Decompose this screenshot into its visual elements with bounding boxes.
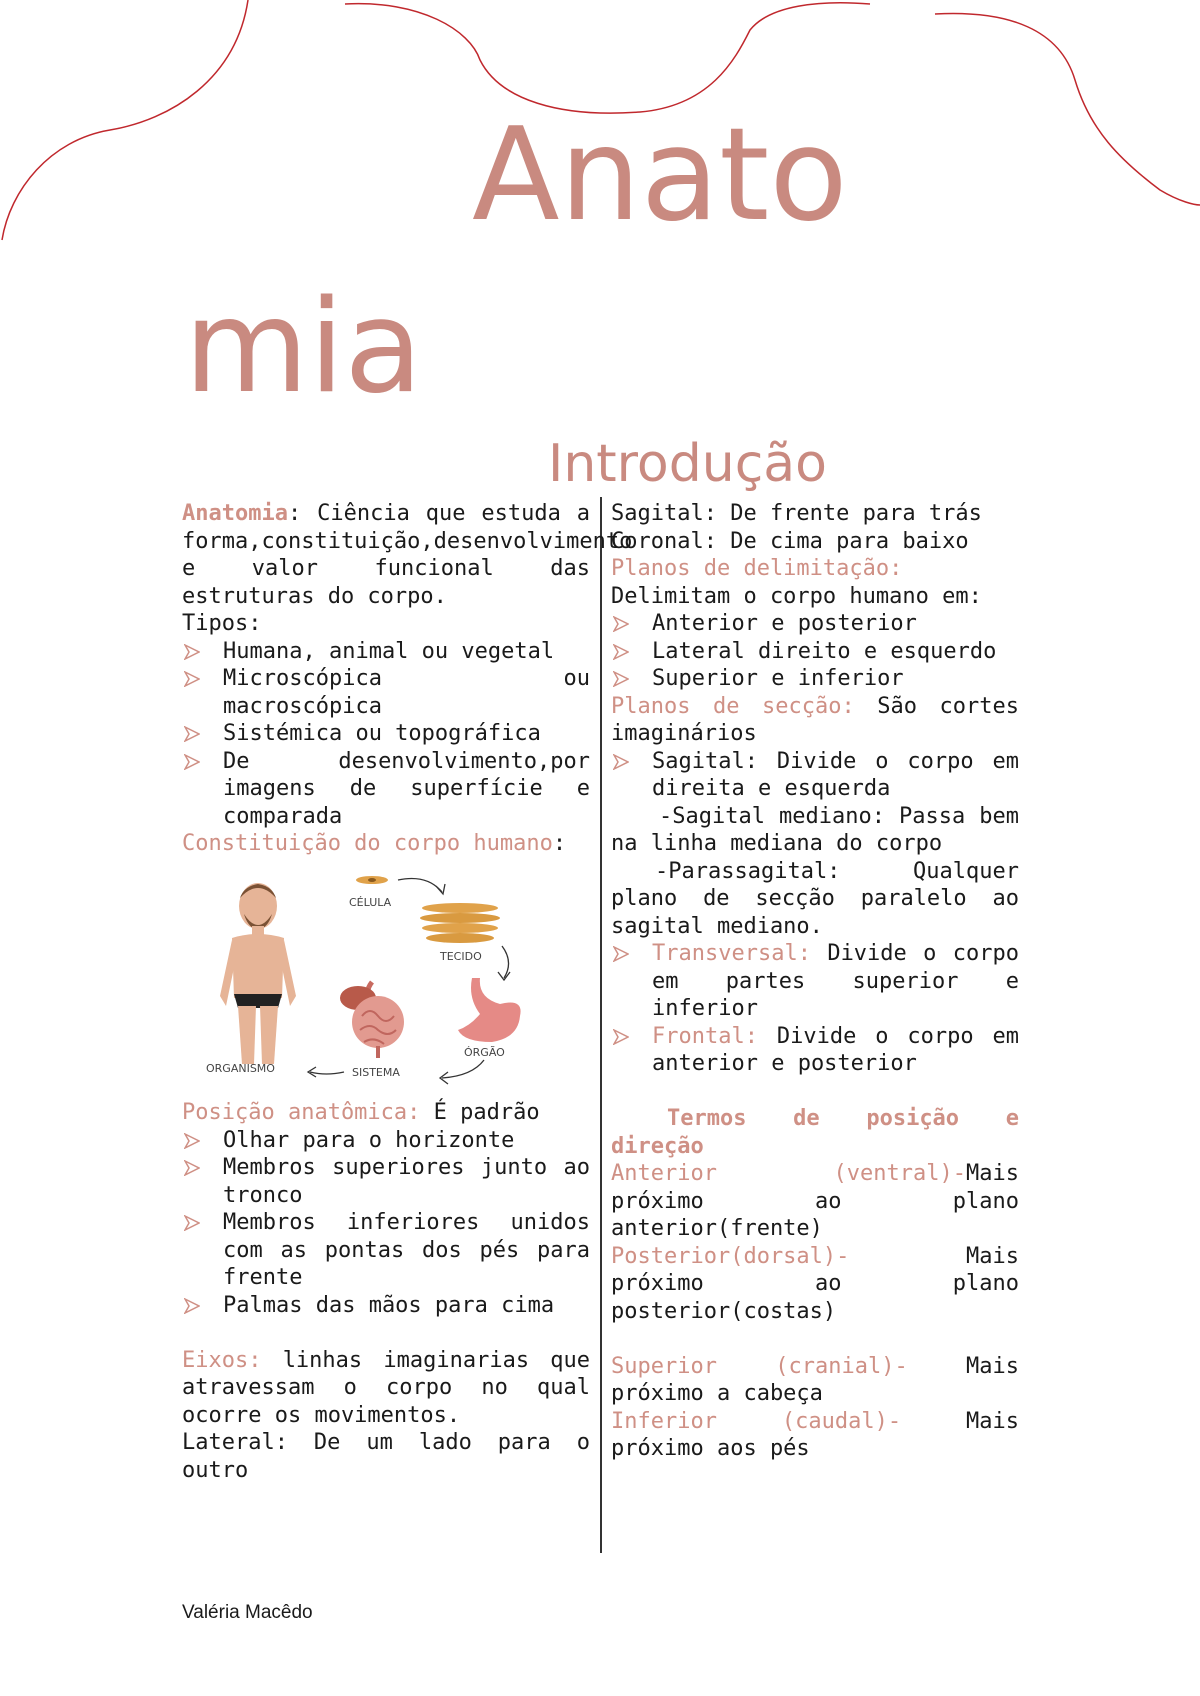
list-item	[182, 748, 590, 831]
section-subtitle: Introdução	[548, 434, 827, 494]
list-item-text: Sagital: Divide o corpo em direita e esquerda	[652, 748, 1019, 801]
figure-label-celula: CÉLULA	[349, 895, 392, 909]
stomach-organ-icon	[458, 978, 521, 1042]
arrow-bullet-icon	[184, 1160, 200, 1176]
figure-label-tecido: TECIDO	[440, 949, 482, 963]
lateral-paragraph: Lateral: De um lado para o outro	[182, 1430, 590, 1483]
posterior-term	[611, 1243, 1019, 1326]
cell-icon	[356, 876, 388, 884]
list-item	[611, 638, 1019, 666]
list-item-text: Membros inferiores unidos com as pontas dos pés para frente	[223, 1210, 590, 1290]
anatomia-definition	[182, 500, 633, 610]
left-column	[182, 500, 633, 1484]
arrow-bullet-icon	[184, 1133, 200, 1149]
planos-seccao-text: São cortes imaginários	[611, 693, 1019, 746]
list-item-text: Microscópica ou macroscópica	[223, 666, 590, 719]
planos-seccao	[611, 693, 1019, 748]
constituicao-heading	[182, 830, 590, 858]
arrow-bullet-icon	[184, 1215, 200, 1231]
list-item-text: Palmas das mãos para cima	[223, 1292, 555, 1318]
eixos-label: Eixos:	[182, 1347, 262, 1373]
arrow-bullet-icon	[613, 946, 629, 962]
list-item	[611, 665, 1019, 693]
sagital-line: Sagital: De frente para trás	[611, 501, 982, 526]
posterior-text: Mais próximo ao plano posterior(costas)	[611, 1243, 1019, 1324]
list-item-text: Lateral direito e esquerdo	[652, 638, 997, 664]
coronal-line: Coronal: De cima para baixo	[611, 528, 969, 554]
list-item	[182, 638, 590, 666]
list-item	[611, 1023, 1019, 1078]
anterior-term	[611, 1160, 1019, 1243]
planos-delimitacao-label: Planos de delimitação:	[611, 556, 903, 581]
list-item	[182, 1209, 590, 1292]
list-item	[182, 720, 590, 748]
superior-term	[611, 1353, 1019, 1408]
inferior-label: Inferior (caudal)-	[611, 1408, 902, 1434]
arrow-bullet-icon	[184, 1298, 200, 1314]
human-figure-icon	[220, 883, 296, 1064]
posterior-label: Posterior(dorsal)-	[611, 1243, 850, 1269]
seccao-list-other	[611, 940, 1019, 1078]
list-item-text: Olhar para o horizonte	[223, 1127, 515, 1153]
column-divider	[600, 497, 602, 1553]
delimitacao-list	[611, 610, 1019, 693]
anterior-text: Mais próximo ao plano anterior(frente)	[611, 1161, 1019, 1241]
arrow-bullet-icon	[613, 754, 629, 770]
digestive-system-icon	[340, 982, 404, 1058]
posicao-list	[182, 1127, 590, 1320]
delimitam-line: Delimitam o corpo humano em:	[611, 583, 982, 609]
seccao-list-sagital	[611, 748, 1019, 803]
posicao-anatomica	[182, 1099, 590, 1127]
body-organization-illustration	[202, 866, 592, 1086]
title-line-2: mia	[184, 273, 423, 422]
right-column	[611, 500, 1019, 1463]
arrow-bullet-icon	[613, 1029, 629, 1045]
arrow-bullet-icon	[613, 616, 629, 632]
list-item	[611, 748, 1019, 803]
superior-text: Mais próximo a cabeça	[611, 1353, 1019, 1406]
list-item-text: Membros superiores junto ao tronco	[223, 1155, 590, 1208]
list-item-text: Superior e inferior	[652, 666, 904, 691]
list-item	[611, 610, 1019, 638]
anatomia-definition-text: : Ciência que estuda a forma,constituição,desenvolvimento e valor funcional das estruturas do corpo.	[182, 501, 633, 609]
anatomia-term: Anatomia	[182, 501, 288, 526]
frontal-label: Frontal:	[652, 1023, 758, 1049]
spacer	[611, 1078, 1019, 1106]
tipos-label: Tipos:	[182, 611, 262, 636]
superior-label: Superior (cranial)-	[611, 1353, 908, 1379]
list-item	[611, 940, 1019, 1023]
eixos-text: linhas imaginarias que atravessam o corpo no qual ocorre os movimentos.	[182, 1347, 590, 1428]
arrow-bullet-icon	[184, 671, 200, 687]
sagital-mediano: -Sagital mediano: Passa bem na linha mediana do corpo	[611, 803, 1019, 856]
posicao-label: Posição anatômica:	[182, 1100, 421, 1125]
author-footer: Valéria Macêdo	[182, 1602, 313, 1623]
list-item-text: De desenvolvimento,por imagens de superfície e comparada	[223, 748, 590, 829]
eixos-paragraph	[182, 1347, 590, 1430]
parassagital: -Parassagital: Qualquer plano de secção paralelo ao sagital mediano.	[611, 858, 1019, 939]
list-item	[182, 665, 590, 720]
arrow-bullet-icon	[184, 754, 200, 770]
posicao-text: É padrão	[420, 1100, 540, 1125]
transversal-text: Divide o corpo em partes superior e inferior	[652, 941, 1019, 1021]
arrow-bullet-icon	[613, 644, 629, 660]
arrow-bullet-icon	[184, 644, 200, 660]
tissue-icon	[420, 903, 500, 943]
list-item-text: Anterior e posterior	[652, 611, 917, 636]
tipos-list	[182, 638, 590, 831]
list-item	[182, 1127, 590, 1155]
spacer	[611, 1325, 1019, 1353]
frontal-text: Divide o corpo em anterior e posterior	[652, 1023, 1019, 1076]
figure-label-orgao: ÓRGÃO	[464, 1045, 505, 1059]
list-item	[182, 1292, 590, 1320]
title-line-1: Anato	[472, 101, 848, 250]
list-item-text: Humana, animal ou vegetal	[223, 638, 555, 664]
arrow-bullet-icon	[184, 726, 200, 742]
constituicao-label: Constituição do corpo humano	[182, 831, 553, 856]
spacer	[182, 1319, 590, 1347]
list-item-text: Sistémica ou topográfica	[223, 721, 541, 746]
list-item	[182, 1154, 590, 1209]
inferior-text: Mais próximo aos pés	[611, 1408, 1019, 1461]
arrow-bullet-icon	[613, 671, 629, 687]
constituicao-colon: :	[552, 831, 567, 856]
inferior-term	[611, 1408, 1019, 1463]
planos-seccao-label: Planos de secção:	[611, 693, 855, 719]
anterior-label: Anterior (ventral)-	[611, 1161, 967, 1186]
figure-label-organismo: ORGANISMO	[206, 1061, 275, 1075]
termos-heading: Termos de posição e direção	[611, 1106, 1019, 1159]
figure-label-sistema: SISTEMA	[352, 1065, 400, 1079]
transversal-label: Transversal:	[652, 941, 811, 966]
